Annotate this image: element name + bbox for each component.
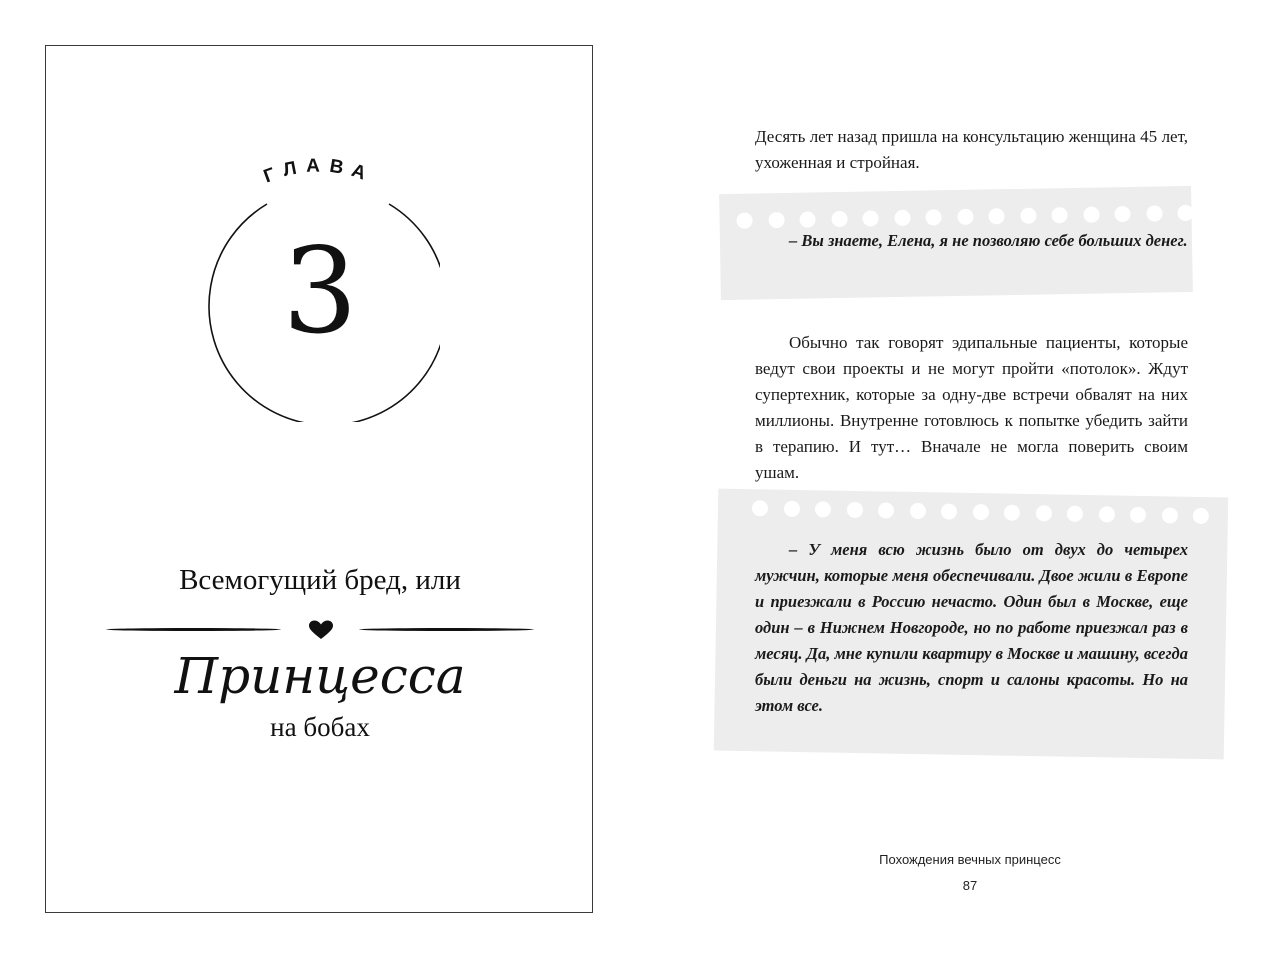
divider-line-left xyxy=(106,628,281,631)
page-number: 87 xyxy=(962,878,978,893)
quote-text-1: – Вы знаете, Елена, я не позволяю себе больших денег. xyxy=(789,231,1188,250)
chapter-label: ГЛАВА xyxy=(260,155,377,188)
body-paragraph-2: Обычно так говорят эдипальные пациенты, которые ведут свои проекты и не могут пройти «потолок». Ждут супертехник, которые за одну-две встречи обвалят на них миллионы. Внутренне готовлюсь к попытке убедить зайти в терапию. И тут… Вначале не могла поверить своим ушам. xyxy=(755,333,1188,482)
chapter-title-main: Принцесса xyxy=(174,647,466,705)
chapter-title-line: Всемогущий бред, или xyxy=(179,564,461,596)
chapter-title-page xyxy=(45,45,593,913)
body-paragraph-1: Десять лет назад пришла на консультацию женщина 45 лет, ухоженная и стройная. xyxy=(755,127,1188,172)
quote-text-2: – У меня всю жизнь было от двух до четырех мужчин, которые меня обеспечивали. Двое жили в Европе и приезжали в Россию нечасто. Один был в Москве, еще один – в Нижнем Новгороде, но по работе приезжал раз в месяц. Да, мне купили квартиру в Москве и машину, всегда были деньги на жизнь, спорт и салоны красоты. Но на этом все. xyxy=(755,540,1188,715)
card-holes xyxy=(752,500,1209,524)
running-footer: Похождения вечных принцесс xyxy=(879,852,1061,867)
chapter-label-arc xyxy=(46,46,592,912)
card-holes xyxy=(736,205,1193,229)
divider-line-right xyxy=(359,628,534,631)
chapter-number: 3 xyxy=(282,222,358,360)
chapter-subtitle: на бобах xyxy=(270,712,370,742)
heart-icon xyxy=(308,620,334,640)
